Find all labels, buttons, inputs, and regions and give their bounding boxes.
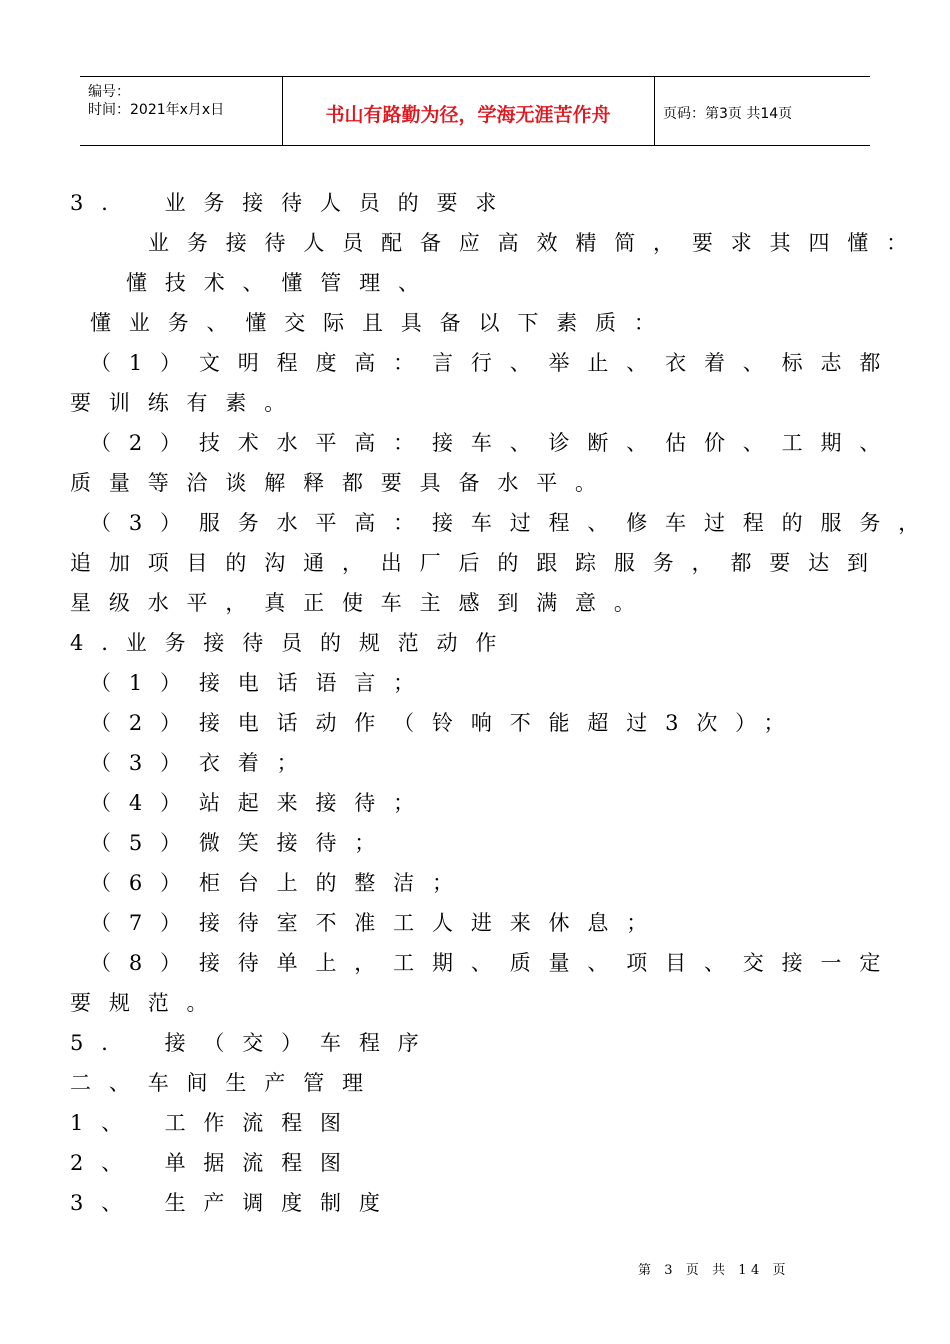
list-item-continuation: 追加项目的沟通，出厂后的跟踪服务，都要达到 — [70, 551, 886, 575]
header-right-cell — [655, 77, 870, 145]
section-heading-3: 3． 业务接待人员的要求 — [70, 191, 515, 215]
list-item: （1）文明程度高：言行、举止、衣着、标志都 — [90, 351, 899, 375]
list-item-continuation: 星级水平，真正使车主感到满意。 — [70, 591, 653, 615]
header-motto: 书山有路勤为径，学海无涯苦作舟 — [325, 104, 611, 126]
list-item: （7）接待室不准工人进来休息； — [90, 911, 666, 935]
list-item-continuation: 要规范。 — [70, 991, 226, 1015]
list-item-continuation: 要训练有素。 — [70, 391, 304, 415]
list-item-continuation: 质量等洽谈解释都要具备水平。 — [70, 471, 614, 495]
header-page-info: 页码：第3页 共14页 — [663, 106, 793, 122]
subsection-heading: 3、 生产调度制度 — [70, 1191, 398, 1215]
paragraph-line: 懂技术、懂管理、 — [126, 271, 437, 295]
list-item: （4）站起来接待； — [90, 791, 433, 815]
list-item: （3）服务水平高：接车过程、修车过程的服务， — [90, 511, 938, 535]
document-time-label: 时间：2021年x月x日 — [88, 102, 225, 118]
paragraph-line: 业务接待人员配备应高效精简，要求其四懂： — [148, 231, 925, 255]
list-item: （2）技术水平高：接车、诊断、估价、工期、 — [90, 431, 899, 455]
list-item: （2）接电话动作（铃响不能超过3次）； — [90, 711, 803, 735]
section-heading-4: 4.业务接待员的规范动作 — [70, 631, 515, 655]
section-heading-5: 5． 接（交）车程序 — [70, 1031, 437, 1055]
list-item: （6）柜台上的整洁； — [90, 871, 471, 895]
subsection-heading: 2、 单据流程图 — [70, 1151, 359, 1175]
subsection-heading: 1、 工作流程图 — [70, 1111, 359, 1135]
document-number-label: 编号： — [88, 84, 130, 100]
page-footer: 第 3 页 共 14 页 — [638, 1263, 791, 1278]
paragraph-line: 懂业务、懂交际且具备以下素质： — [90, 311, 673, 335]
header-motto-cell — [282, 77, 655, 145]
page-header — [80, 76, 870, 146]
list-item: （3）衣着； — [90, 751, 316, 775]
header-left-cell — [80, 77, 283, 145]
list-item: （1）接电话语言； — [90, 671, 433, 695]
list-item: （8）接待单上，工期、质量、项目、交接一定 — [90, 951, 899, 975]
list-item: （5）微笑接待； — [90, 831, 394, 855]
chapter-heading: 二、车间生产管理 — [70, 1071, 381, 1095]
